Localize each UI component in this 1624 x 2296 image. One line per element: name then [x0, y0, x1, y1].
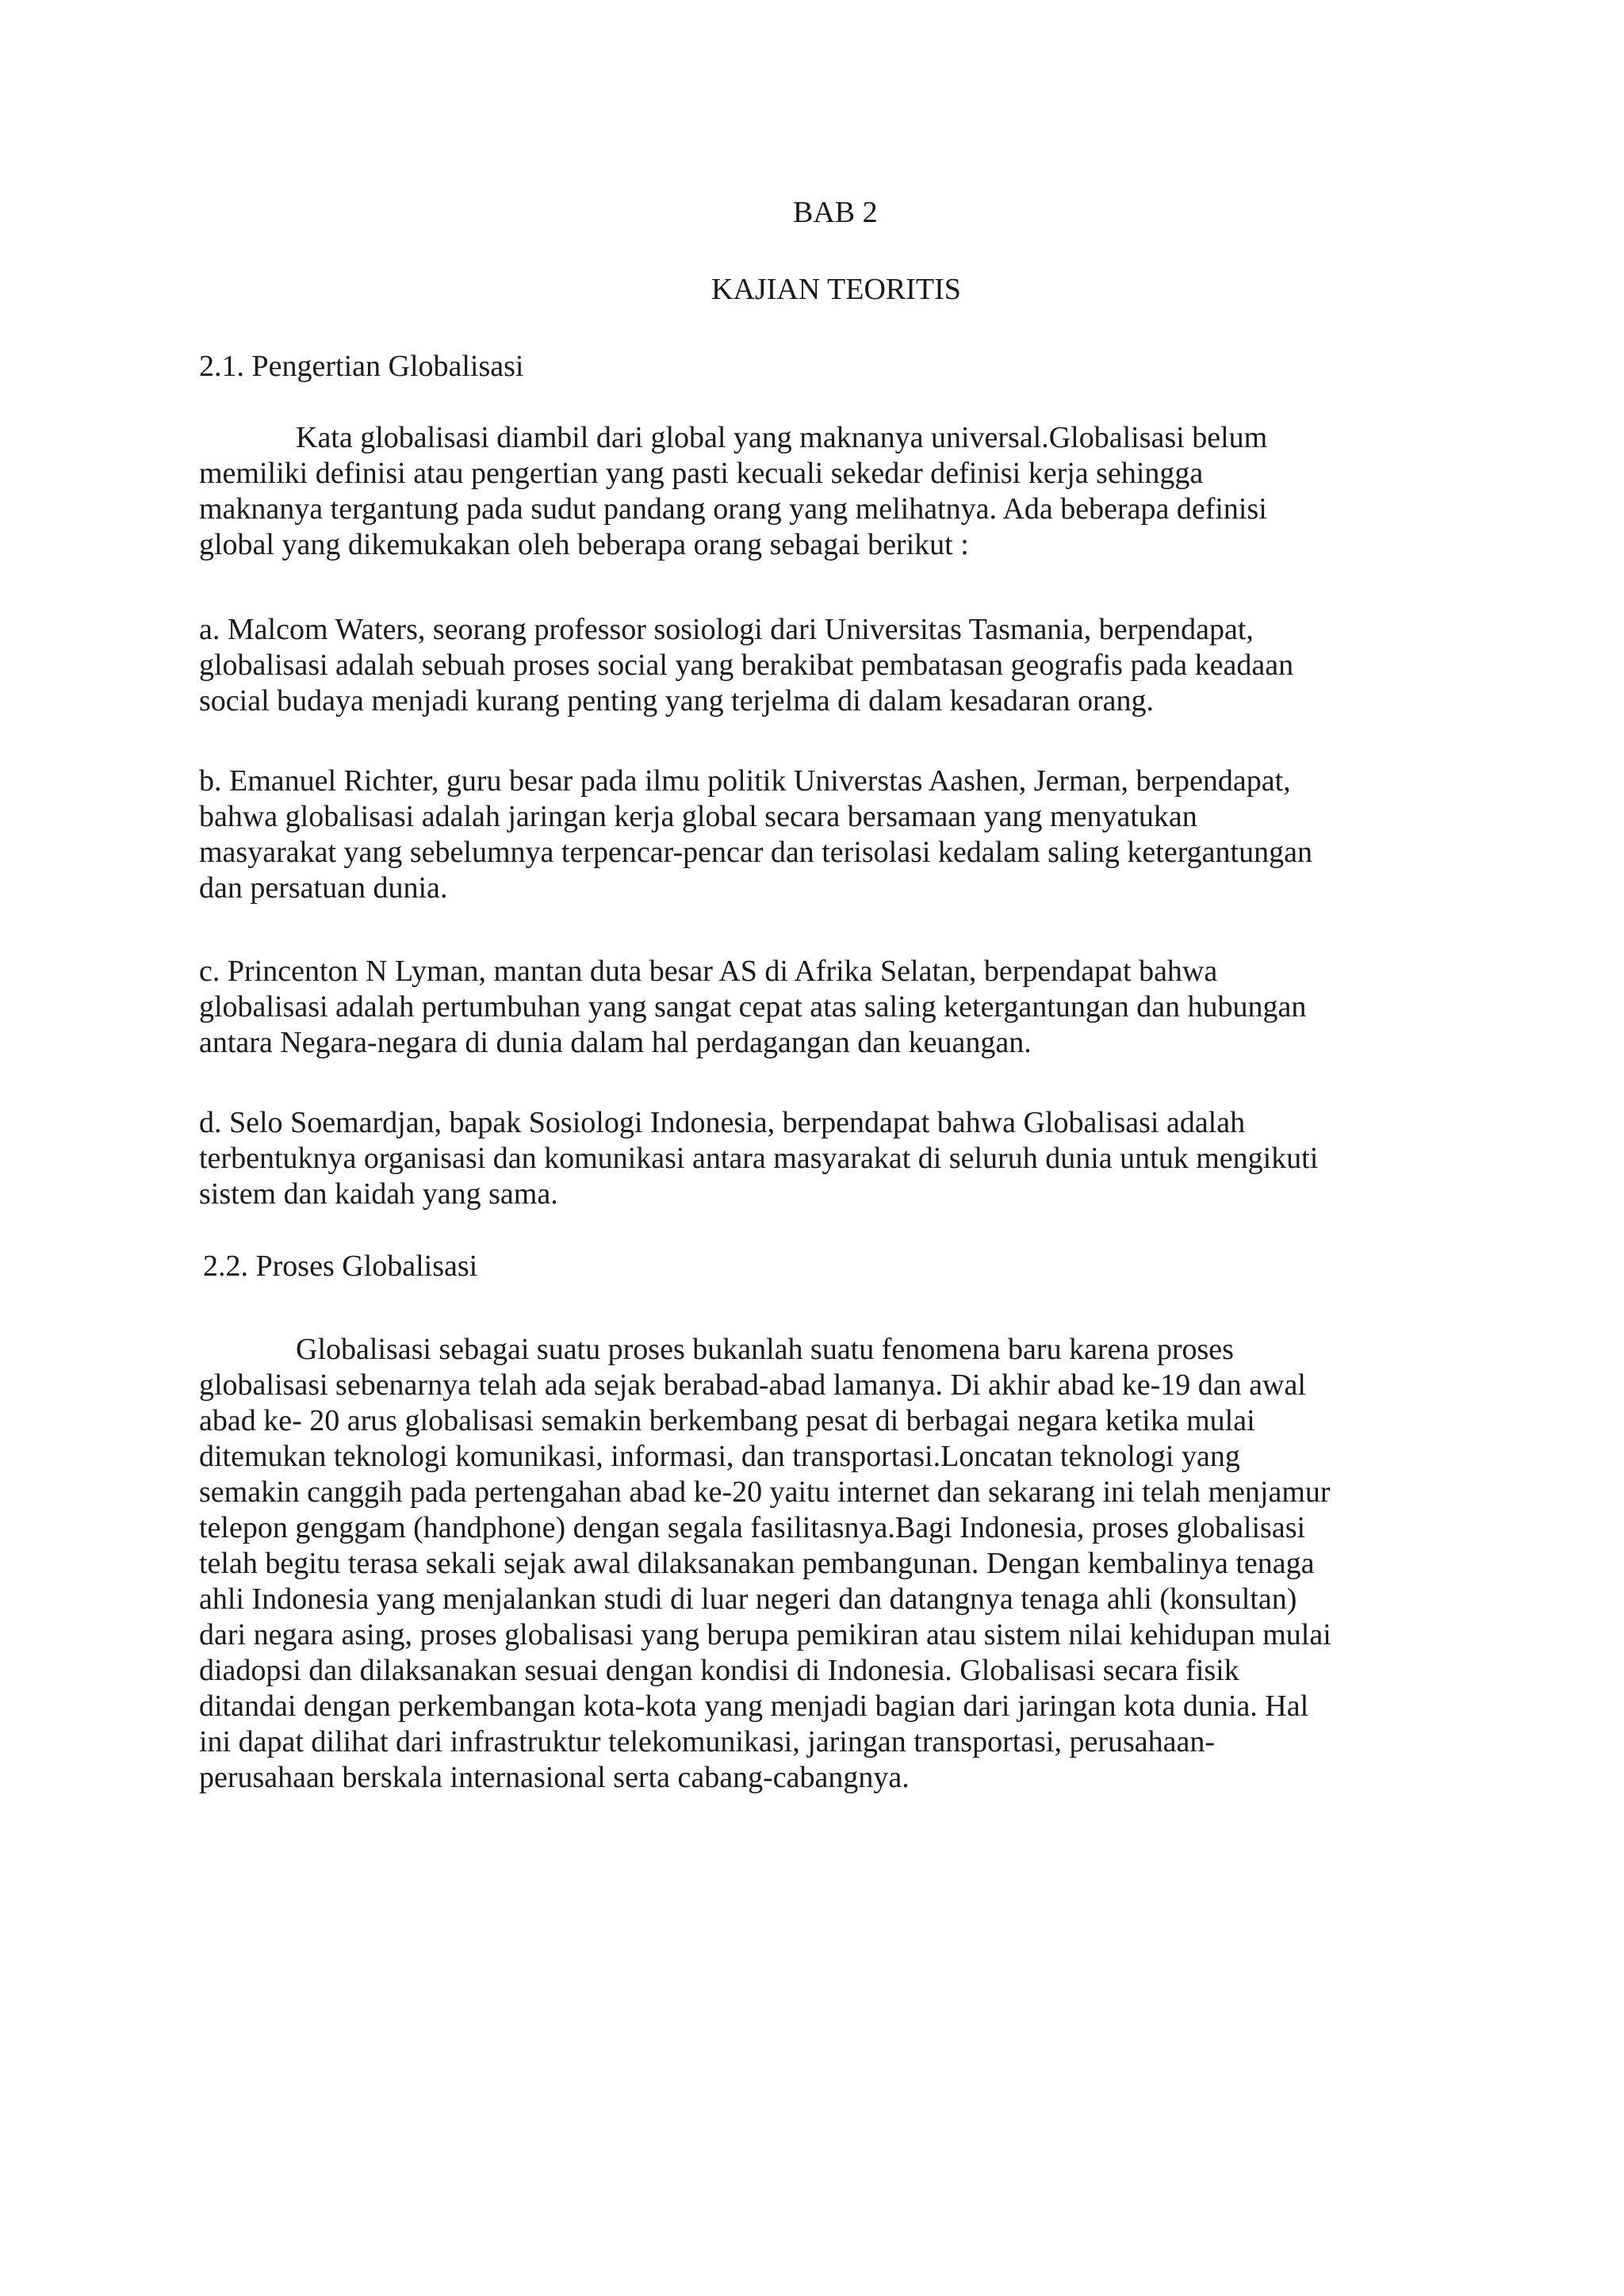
definition-b: [199, 763, 1436, 906]
paragraph-line: bahwa globalisasi adalah jaringan kerja global secara bersamaan yang menyatukan: [199, 800, 1197, 833]
definition-d: [199, 1105, 1436, 1212]
paragraph-line: dari negara asing, proses globalisasi yang berupa pemikiran atau sistem nilai kehidupan mulai: [199, 1618, 1331, 1651]
paragraph-line: a. Malcom Waters, seorang professor sosiologi dari Universitas Tasmania, berpendapat,: [199, 613, 1254, 646]
paragraph-line: semakin canggih pada pertengahan abad ke-20 yaitu internet dan sekarang ini telah menjamur: [199, 1475, 1331, 1509]
paragraph-line: globalisasi adalah pertumbuhan yang sangat cepat atas saling ketergantungan dan hubungan: [199, 990, 1307, 1024]
section-heading-proses: 2.2. Proses Globalisasi: [203, 1249, 478, 1283]
intro-paragraph: [199, 420, 1436, 563]
paragraph-line: ditandai dengan perkembangan kota-kota yang menjadi bagian dari jaringan kota dunia. Hal: [199, 1689, 1309, 1723]
section-heading-pengertian: 2.1. Pengertian Globalisasi: [199, 350, 524, 383]
paragraph-line: globalisasi adalah sebuah proses social yang berakibat pembatasan geografis pada keadaan: [199, 649, 1294, 682]
chapter-title: KAJIAN TEORITIS: [711, 273, 961, 306]
paragraph-line: telepon genggam (handphone) dengan segala fasilitasnya.Bagi Indonesia, proses globalisasi: [199, 1511, 1306, 1544]
paragraph-line: c. Princenton N Lyman, mantan duta besar AS di Afrika Selatan, berpendapat bahwa: [199, 955, 1218, 988]
paragraph-line: globalisasi sebenarnya telah ada sejak berabad-abad lamanya. Di akhir abad ke-19 dan awal: [199, 1368, 1306, 1402]
paragraph-line: ahli Indonesia yang menjalankan studi di luar negeri dan datangnya tenaga ahli (konsultan): [199, 1582, 1297, 1616]
paragraph-line: dan persatuan dunia.: [199, 871, 448, 905]
paragraph-line: masyarakat yang sebelumnya terpencar-pencar dan terisolasi kedalam saling ketergantungan: [199, 836, 1312, 869]
proses-paragraph: [199, 1332, 1436, 1796]
definition-c: [199, 954, 1436, 1061]
paragraph-line: ditemukan teknologi komunikasi, informasi, dan transportasi.Loncatan teknologi yang: [199, 1440, 1240, 1473]
paragraph-line: ini dapat dilihat dari infrastruktur telekomunikasi, jaringan transportasi, perusahaan-: [199, 1725, 1216, 1758]
paragraph-line: global yang dikemukakan oleh beberapa orang sebagai berikut :: [199, 528, 969, 561]
chapter-number: BAB 2: [793, 196, 878, 229]
paragraph-line: Kata globalisasi diambil dari global yang maknanya universal.Globalisasi belum: [296, 421, 1268, 454]
paragraph-line: abad ke- 20 arus globalisasi semakin berkembang pesat di berbagai negara ketika mulai: [199, 1404, 1255, 1437]
paragraph-line: Globalisasi sebagai suatu proses bukanlah suatu fenomena baru karena proses: [296, 1333, 1234, 1366]
paragraph-line: telah begitu terasa sekali sejak awal dilaksanakan pembangunan. Dengan kembalinya tenaga: [199, 1547, 1315, 1580]
paragraph-line: sistem dan kaidah yang sama.: [199, 1177, 558, 1211]
definition-a: [199, 612, 1436, 719]
paragraph-line: memiliki definisi atau pengertian yang pasti kecuali sekedar definisi kerja sehingga: [199, 457, 1204, 490]
paragraph-line: perusahaan berskala internasional serta cabang-cabangnya.: [199, 1761, 910, 1794]
paragraph-line: b. Emanuel Richter, guru besar pada ilmu politik Universtas Aashen, Jerman, berpendapat,: [199, 764, 1291, 798]
paragraph-line: antara Negara-negara di dunia dalam hal perdagangan dan keuangan.: [199, 1026, 1032, 1059]
paragraph-line: diadopsi dan dilaksanakan sesuai dengan kondisi di Indonesia. Globalisasi secara fisik: [199, 1654, 1239, 1687]
paragraph-line: maknanya tergantung pada sudut pandang orang yang melihatnya. Ada beberapa definisi: [199, 492, 1267, 526]
paragraph-line: social budaya menjadi kurang penting yang terjelma di dalam kesadaran orang.: [199, 684, 1154, 718]
paragraph-line: d. Selo Soemardjan, bapak Sosiologi Indonesia, berpendapat bahwa Globalisasi adalah: [199, 1106, 1246, 1139]
paragraph-line: terbentuknya organisasi dan komunikasi antara masyarakat di seluruh dunia untuk mengikuti: [199, 1142, 1319, 1175]
